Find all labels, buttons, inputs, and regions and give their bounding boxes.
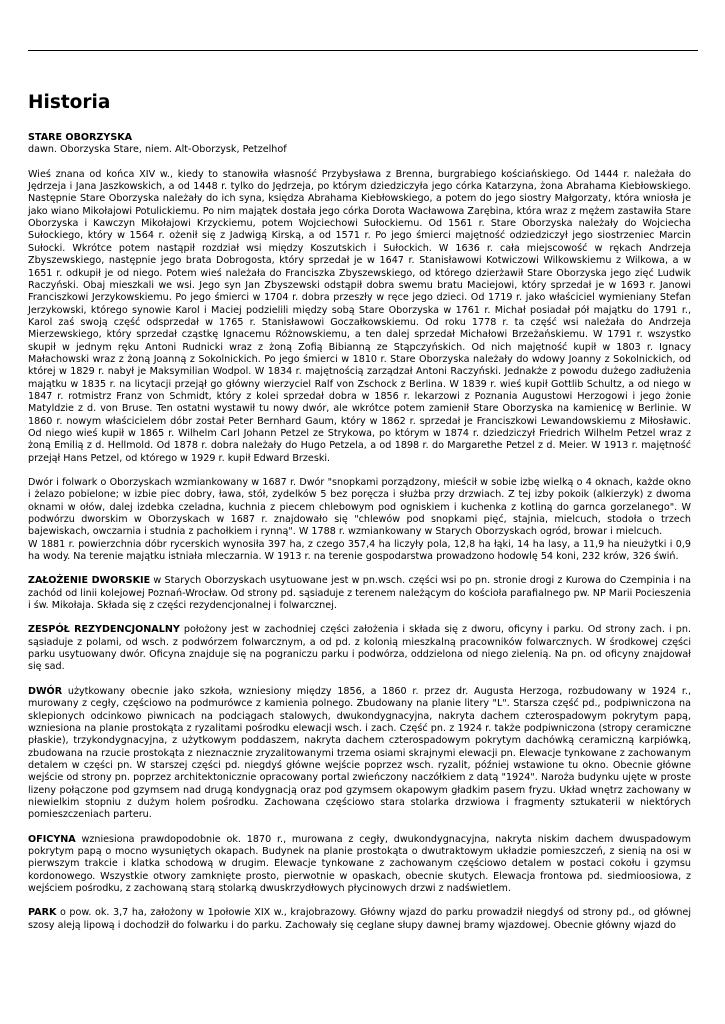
- section-zespol: [28, 624, 691, 673]
- section-text: w Starych Oborzyskach usytuowane jest w pn.wsch. części wsi po pn. stronie drogi z Kurowa do Czempinia i na zachód od linii kolejowej Poznań-Wrocław. Od strony pd. sąsiaduje z terenem należącym do kościoła parafialnego pw. NP Marii Pocieszenia i św. Mikołaja. Składa się z części rezydencjonalnej i folwarcznej.: [28, 575, 691, 612]
- section-text: położony jest w zachodniej części założenia i składa się z dworu, oficyny i parku. Od strony zach. i pn. sąsiaduje z polami, od wsch. z podwórzem folwarcznym, a od pd. z kolonią mieszkalną pracowników folwarcznych. W środkowej części parku usytuowany dwór. Oficyna znajduje się na pograniczu parku i podwórza, oddzielona od niego zielenią. Na pn. od oficyny znajdował się sad.: [28, 624, 692, 673]
- section-text: o pow. ok. 3,7 ha, założony w 1połowie XIX w., krajobrazowy. Główny wjazd do parku prowadził niegdyś od strony pd., od głównej szosy aleją lipową i dochodził do folwarku i do parku. Zachowały się ceglane słupy dawnej bramy wjazdowej. Obecnie główny wjazd do: [28, 907, 691, 931]
- village-other-names: dawn. Oborzyska Stare, niem. Alt-Oborzysk, Petzelhof: [28, 144, 287, 156]
- section-label: DWÓR: [28, 685, 63, 697]
- history-paragraph: Wieś znana od końca XIV w., kiedy to stanowiła własność Przybysława z Brenna, burgrabiego kościańskiego. Od 1444 r. należała do Jędrzeja i Jana Jaszkowskich, a od 1448 r. tylko do Jędrzeja, po którym dziedziczyła jego córka Katarzyna, żona Abrahama Kiebłowskiego. Następnie Stare Oborzyska należały do ich syna, księdza Abrahama Kiebłowskiego, a potem do jego siostry Małgorzaty, która wniosła je jako wiano Mikołajowi Potulickiemu. Po nim majątek dostała jego córka Dorota Wacławowa Zarębina, która wraz z mężem zastawiła Stare Oborzyska i Kawczyn Mikołajowi Krzyckiemu, potem Wojciechowi Sułockiemu. Od 1561 r. Stare Oborzyska należały do Wojciecha Sułockiego, który w 1564 r. ożenił się z Jadwigą Kirską, a od 1571 r. Po jego śmierci majętność odziedziczył jego siostrzeniec Marcin Sułocki. Wkrótce potem nastąpił rozdział wsi między Koszutskich i Sułockich. W 1636 r. cała miejscowość w rękach Andrzeja Zbyszewskiego, następnie jego brata Dobrogosta, który sprzedał je w 1647 r. Stanisławowi Kotwiczowi Wilkowskiemu z Wilkowa, a w 1651 r. odkupił je od niego. Potem wieś należała do Franciszka Zbyszewskiego, od którego dzierżawił Stare Oborzyska jego zięć Ludwik Raczyński. Obaj mieszkali we wsi. Jego syn Jan Zbyszewski odstąpił dobra swemu bratu Maciejowi, który sprzedał je w 1693 r. Janowi Franciszkowi Jerzykowskiemu. Po jego śmierci w 1704 r. dobra przeszły w ręce jego dzieci. Od 1719 r. jako właściciel wymieniany Stefan Jerzykowski, którego synowie Karol i Maciej podzielili między sobą Stare Oborzyska w 1761 r. Michał posiadał pół majątku do 1791 r., Karol zaś swoją część odsprzedał w 1765 r. Stanisławowi Goczałkowskiemu. Od roku 1778 r. ta część wsi należała do Andrzeja Mierzewskiego, który sprzedał cząstkę Ignacemu Różnowskiemu, a ten dalej sprzedał Michałowi Brzeżańskiemu. W 1791 r. wszystko skupił w jednym ręku Antoni Rudnicki wraz z żoną Zofią Bibianną ze Stąpczyńskich. Od nich majętność kupił w 1803 r. Ignacy Małachowski wraz z żoną Joanną z Sokolnickich. Po jego śmierci w 1810 r. Stare Oborzyska należały do wdowy Joanny z Sokolnickich, od której w 1829 r. nabył je Maksymilian Wodpol. W 1834 r. majętnością zarządzał Antoni Raczyński. Jednakże z powodu dużego zadłużenia majątku w 1835 r. na licytacji przejął go główny wierzyciel Ralf von Zschock z Berlina. W 1839 r. wieś kupił Gottlib Schultz, a od niego w 1847 r. rotmistrz Franz von Schmidt, który z kolei sprzedał dobra w 1856 r. lekarzowi z Poznania Augustowi Herzogowi i jego żonie Matyldzie z d. von Bruse. Ten ostatni wystawił tu nowy dwór, ale wkrótce potem zamienił Stare Oborzyska na kamienicę w Berlinie. W 1860 r. nowym właścicielem dóbr został Peter Bernhard Gaum, który w 1862 r. sprzedał je Franciszkowi Lewandowskiemu z Miłosławic. Od niego wieś kupił w 1865 r. Wilhelm Carl Johann Petzel ze Strykowa, po którym w 1874 r. dziedziczył Friedrich Wilhelm Petzel wraz z żoną Emilią z d. Hellmold. Od 1878 r. dobra należały do Hugo Petzela, a od 1898 r. do Margarethe Petzel z d. Meier. W 1913 r. majętność przejął Hans Petzel, od którego w 1929 r. kupił Edward Brzeski.: [28, 168, 691, 464]
- section-label: PARK: [28, 907, 57, 919]
- section-zalozenie: [28, 575, 691, 612]
- page-heading: Historia: [28, 92, 111, 113]
- header-rule: [28, 50, 698, 51]
- section-label: ZESPÓŁ REZYDENCJONALNY: [28, 624, 180, 636]
- section-oficyna: [28, 834, 691, 896]
- section-dwor: [28, 686, 691, 822]
- document-body: [28, 92, 691, 932]
- section-park: [28, 907, 691, 932]
- section-text: wzniesiona prawdopodobnie ok. 1870 r., murowana z cegły, dwukondygnacyjna, nakryta niskim dachem dwuspadowym pokrytym papą o mocno wysuniętych okapach. Budynek na planie prostokąta o dwutraktowym układzie pomieszczeń, z sienią na osi w pierwszym trakcie i klatka schodową w drugim. Elewacje tynkowane z zachowanym częściowo detalem w postaci cokołu i gzymsu kordonowego. Wszystkie otwory zamknięte prosto, pierwotnie w opaskach, obecnie skutych. Elewacja frontowa pd. siedmioosiowa, z wejściem pośrodku, z zachowaną starą stolarką dwuskrzydłowych płycinowych drzwi z nadświetlem.: [28, 833, 691, 894]
- statistics-paragraph: W 1881 r. powierzchnia dóbr rycerskich wynosiła 397 ha, z czego 357,4 ha liczyły pola, 12,8 ha łąki, 14 ha lasy, a 11,9 ha nieużytki i 0,9 ha wody. Na terenie majątku istniała mleczarnia. W 1913 r. na terenie gospodarstwa prowadzono hodowlę 54 koni, 232 krów, 326 świń.: [28, 538, 691, 563]
- section-label: ZAŁOŻENIE DWORSKIE: [28, 575, 151, 587]
- section-text: użytkowany obecnie jako szkoła, wzniesiony między 1856, a 1860 r. przez dr. Augusta Herzoga, rozbudowany w 1924 r., murowany z cegły, częściowo na podmurówce z kamienia polnego. Zbudowany na planie litery "L". Starsza część pd., podpiwniczona na sklepionych odcinkowo piwnicach na podciągach stalowych, dwukondygnacyjna, nakryta dachem czterospadowym pokrytym papą, wzniesiona na planie prostokąta z ryzalitami pośrodku elewacji wsch. i zach. Część pn. z 1924 r. także podpiwniczona (stropy ceramiczne płaskie), trzykondygnacyjna, z użytkowym poddaszem, nakryta dachem czterospadowym pokrytym dachówką ceramiczną karpiówką, zbudowana na rzucie prostokąta z nieznacznie zryzalitowanymi trzema osiami skrajnymi elewacji pn. Elewacje tynkowane z zachowanym detalem w części pn. W starszej części pd. niegdyś główne wejście poprzez wsch. ryzalit, później wstawione tu okno. Obecnie główne wejście od strony pn. poprzez architektonicznie opracowany portal zwieńczony naczółkiem z datą "1924". Naroża budynku ujęte w proste lizeny połączone pod gzymsem nad drugą kondygnacją oraz pod gzymsem okapowym gładkim pasem fryzu. Układ wnętrz zachowany w niewielkim stopniu z dużym holem pośrodku. Zachowana częściowo stara stolarka drzwiowa i fragmenty sztukaterii w niektórych pomieszczeniach parteru.: [28, 685, 691, 821]
- village-name: STARE OBORZYSKA: [28, 132, 133, 143]
- description-paragraph: Dwór i folwark o Oborzyskach wzmiankowany w 1687 r. Dwór "snopkami porządzony, mieścił w sobie izbę wielką o 4 oknach, każde okno i żelazo pobielone; w izbie piec dobry, ława, stół, zydelków 5 bez poręcza i służba przy drzwiach. Z tej izby pokoik (alkierzyk) z dwoma oknami w ołów, dalej izdebka czeladna, kuchnia z piecem chlebowym pod ogniskiem i kuchenka z kotliną do garnca gorzelanego". W podwórzu dworskim w Oborzyskach w 1687 r. znajdowało się "chlewów pod snopkami pięć, stajnia, mielcuch, stodoła o trzech bajewiskach, owczarnia i studnia z pachołkiem i rynną". W 1788 r. wzmiankowany w Starych Oborzyskach ogród, browar i mielcuch.: [28, 477, 691, 538]
- section-label: OFICYNA: [28, 833, 76, 845]
